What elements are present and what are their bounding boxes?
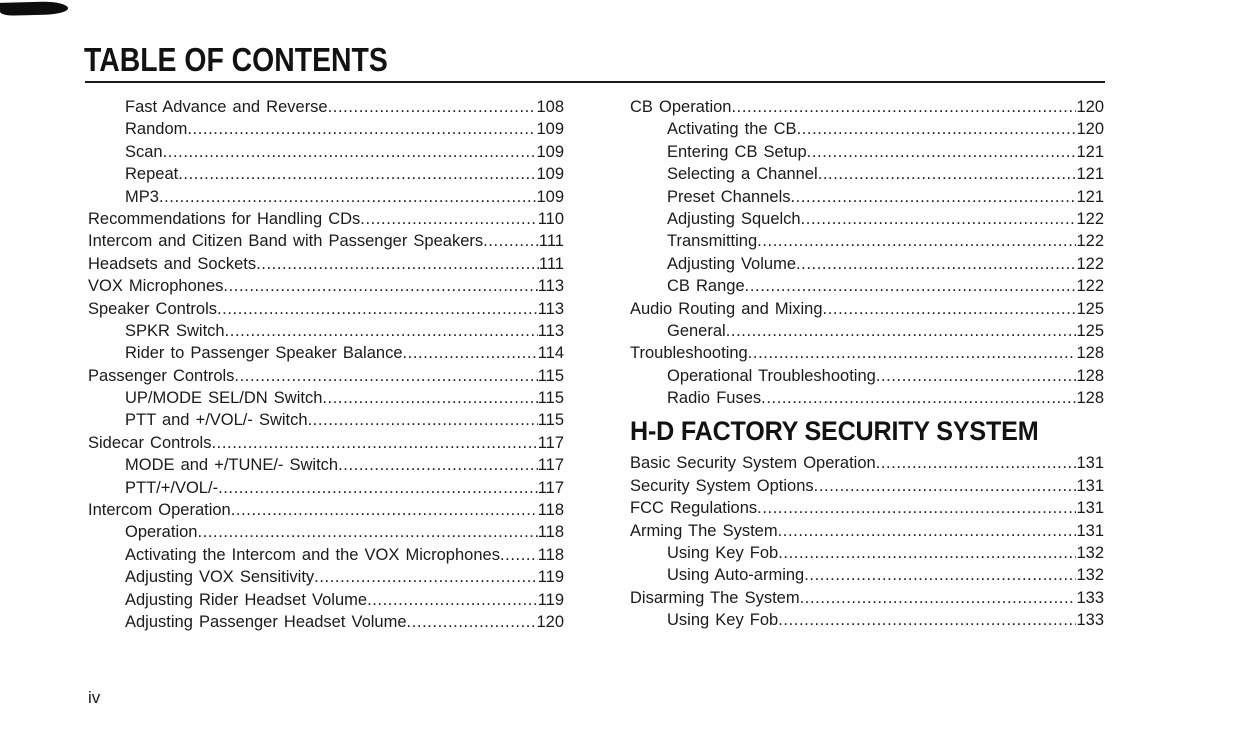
toc-entry-title: FCC Regulations — [630, 499, 758, 518]
toc-entry-title: Using Key Fob — [667, 544, 779, 563]
toc-entry-title: Headsets and Sockets — [88, 254, 257, 273]
dot-leader — [256, 253, 539, 275]
toc-entry-title: Radio Fuses — [667, 389, 762, 408]
dot-leader — [823, 298, 1077, 320]
toc-entry-title: Basic Security System Operation — [630, 454, 876, 473]
toc-entry — [88, 298, 564, 320]
toc-entry-page: 119 — [537, 590, 564, 609]
toc-entry — [630, 564, 1104, 586]
page-title: TABLE OF CONTENTS — [84, 41, 388, 78]
toc-entry-page: 128 — [1076, 366, 1104, 385]
toc-entry — [88, 141, 564, 163]
toc-entry — [630, 163, 1104, 185]
dot-leader — [403, 342, 538, 364]
dot-leader — [796, 253, 1076, 275]
toc-entry — [88, 589, 564, 611]
toc-entry-title: Entering CB Setup — [667, 142, 807, 161]
dot-leader — [807, 141, 1077, 163]
toc-entry — [630, 497, 1104, 519]
toc-entry — [88, 365, 564, 387]
toc-entry-page: 122 — [1076, 232, 1104, 251]
dot-leader — [757, 497, 1076, 519]
dot-leader — [778, 542, 1076, 564]
toc-entry-page: 109 — [536, 120, 564, 139]
toc-entry-page: 122 — [1076, 277, 1104, 296]
toc-entry — [88, 96, 564, 118]
toc-entry-page: 108 — [536, 98, 564, 116]
toc-entry — [88, 320, 564, 342]
dot-leader — [163, 141, 537, 163]
toc-entry-title: Intercom Operation — [88, 501, 231, 520]
dot-leader — [234, 365, 537, 387]
toc-entry — [88, 499, 564, 521]
toc-entry-title: Adjusting VOX Sensitivity — [125, 568, 315, 587]
dot-leader — [797, 118, 1077, 140]
toc-entry — [88, 611, 564, 633]
dot-leader — [876, 452, 1077, 474]
toc-entry-page: 117 — [537, 433, 564, 452]
dot-leader — [818, 163, 1077, 185]
toc-entry-page: 119 — [537, 568, 564, 587]
toc-entry-page: 109 — [536, 165, 564, 184]
dot-leader — [761, 387, 1076, 409]
toc-entry-title: CB Operation — [630, 98, 732, 116]
toc-entry-page: 115 — [537, 389, 564, 408]
toc-entry — [88, 275, 564, 297]
toc-entry — [88, 118, 564, 140]
toc-entry — [88, 521, 564, 543]
toc-entry — [630, 520, 1104, 542]
toc-entry — [630, 298, 1104, 320]
toc-entry-page: 109 — [536, 142, 564, 161]
toc-entry-page: 115 — [537, 366, 564, 385]
dot-leader — [211, 432, 537, 454]
dot-leader — [187, 118, 536, 140]
toc-entry-page: 131 — [1076, 499, 1104, 518]
toc-entry — [88, 387, 564, 409]
toc-entry-title: MODE and +/TUNE/- Switch — [125, 456, 339, 475]
dot-leader — [223, 275, 537, 297]
page-number: iv — [88, 688, 101, 707]
toc-entry-page: 122 — [1076, 209, 1104, 228]
toc-entry-title: Random — [125, 120, 188, 139]
dot-leader — [483, 230, 539, 252]
dot-leader — [500, 544, 538, 566]
toc-column-right — [630, 96, 1104, 632]
toc-entry-title: Transmitting — [667, 232, 758, 251]
toc-entry — [88, 342, 564, 364]
toc-entry-title: Adjusting Rider Headset Volume — [125, 590, 368, 609]
toc-entry-page: 109 — [536, 187, 564, 206]
toc-entry-page: 114 — [537, 344, 564, 363]
dot-leader — [367, 589, 538, 611]
toc-entry-page: 133 — [1076, 588, 1104, 607]
toc-entry-title: Disarming The System — [630, 588, 800, 607]
dot-leader — [178, 163, 536, 185]
dot-leader — [876, 365, 1077, 387]
dot-leader — [308, 409, 538, 431]
toc-entry-title: Intercom and Citizen Band with Passenger Speakers — [88, 232, 484, 251]
toc-entry — [88, 544, 564, 566]
toc-entry — [88, 432, 564, 454]
dot-leader — [791, 186, 1077, 208]
dot-leader — [804, 564, 1076, 586]
toc-entry — [88, 477, 564, 499]
toc-entry-page: 131 — [1076, 521, 1104, 540]
toc-entry-title: PTT/+/VOL/- — [125, 478, 219, 497]
toc-entry-page: 121 — [1076, 142, 1104, 161]
toc-entry-page: 121 — [1076, 165, 1104, 184]
toc-entry-page: 125 — [1076, 321, 1104, 340]
toc-entry-page: 118 — [537, 523, 564, 542]
toc-entry-page: 120 — [536, 612, 564, 631]
toc-entry-page: 122 — [1076, 254, 1104, 273]
toc-entry-page: 132 — [1076, 566, 1104, 585]
dot-leader — [731, 96, 1076, 118]
toc-entry-title: UP/MODE SEL/DN Switch — [125, 389, 323, 408]
toc-entry-title: Using Key Fob — [667, 611, 779, 630]
toc-entry-title: SPKR Switch — [125, 321, 225, 340]
toc-entry-title: Rider to Passenger Speaker Balance — [125, 344, 403, 363]
dot-leader — [338, 454, 538, 476]
toc-entry-page: 131 — [1076, 454, 1104, 473]
toc-entry-page: 133 — [1076, 611, 1104, 630]
toc-entry-page: 120 — [1076, 120, 1104, 139]
toc-entry — [630, 320, 1104, 342]
toc-entry — [630, 118, 1104, 140]
toc-entry — [630, 230, 1104, 252]
toc-entry-page: 113 — [537, 277, 564, 296]
toc-entry-title: Speaker Controls — [88, 299, 217, 318]
dot-leader — [197, 521, 537, 543]
toc-entry — [630, 141, 1104, 163]
toc-entry — [88, 163, 564, 185]
dot-leader — [217, 298, 538, 320]
dot-leader — [814, 475, 1077, 497]
toc-entry — [88, 208, 564, 230]
toc-entry — [88, 253, 564, 275]
toc-entry — [630, 96, 1104, 118]
toc-entry — [88, 566, 564, 588]
dot-leader — [225, 320, 538, 342]
title-rule — [85, 81, 1105, 83]
toc-entry-title: Preset Channels — [667, 187, 791, 206]
dot-leader — [801, 208, 1077, 230]
toc-entry-page: 118 — [537, 545, 564, 564]
toc-entry-title: Operational Troubleshooting — [667, 366, 876, 385]
toc-entry-page: 121 — [1076, 187, 1104, 206]
toc-column-left — [88, 96, 564, 633]
toc-entry — [630, 275, 1104, 297]
toc-entry — [630, 542, 1104, 564]
toc-entry-page: 113 — [537, 299, 564, 318]
toc-entry-title: Arming The System — [630, 521, 778, 540]
toc-entry-title: Using Auto-arming — [667, 566, 805, 585]
toc-entry — [88, 230, 564, 252]
toc-entry-title: Passenger Controls — [88, 366, 235, 385]
toc-entry-title: Adjusting Passenger Headset Volume — [125, 612, 407, 631]
toc-entry-title: Fast Advance and Reverse — [125, 98, 328, 116]
dot-leader — [800, 587, 1077, 609]
toc-entry-title: General — [667, 321, 726, 340]
toc-entry-page: 117 — [537, 478, 564, 497]
toc-entry-page: 111 — [538, 232, 564, 251]
scan-artifact-mark — [0, 1, 68, 16]
toc-entry-page: 132 — [1076, 544, 1104, 563]
toc-entry — [630, 452, 1104, 474]
toc-entry — [630, 609, 1104, 631]
toc-entry-title: Activating the CB — [667, 120, 797, 139]
dot-leader — [748, 342, 1077, 364]
toc-entry-title: Repeat — [125, 165, 179, 184]
dot-leader — [778, 609, 1076, 631]
toc-entry-title: Operation — [125, 523, 198, 542]
dot-leader — [218, 477, 538, 499]
toc-entry-page: 128 — [1076, 344, 1104, 363]
toc-entry — [630, 186, 1104, 208]
dot-leader — [757, 230, 1076, 252]
toc-entry — [88, 454, 564, 476]
toc-entry-page: 118 — [537, 501, 564, 520]
toc-entry-title: Activating the Intercom and the VOX Microphones — [125, 545, 500, 564]
section-heading: H-D FACTORY SECURITY SYSTEM — [630, 416, 1039, 447]
dot-leader — [159, 186, 537, 208]
toc-entry-title: Scan — [125, 142, 163, 161]
dot-leader — [231, 499, 538, 521]
toc-entry-title: MP3 — [125, 187, 159, 206]
toc-entry-title: Adjusting Squelch — [667, 209, 801, 228]
toc-entry-title: Audio Routing and Mixing — [630, 299, 823, 318]
dot-leader — [314, 566, 538, 588]
toc-entry — [630, 365, 1104, 387]
toc-entry-page: 131 — [1076, 476, 1104, 495]
dot-leader — [745, 275, 1077, 297]
toc-entry — [630, 387, 1104, 409]
toc-entry — [630, 342, 1104, 364]
toc-entry-title: Troubleshooting — [630, 344, 748, 363]
toc-entry — [630, 587, 1104, 609]
toc-entry-title: Adjusting Volume — [667, 254, 796, 273]
dot-leader — [328, 96, 537, 118]
toc-entry-title: PTT and +/VOL/- Switch — [125, 411, 308, 430]
toc-entry — [88, 409, 564, 431]
toc-entry-page: 111 — [538, 254, 564, 273]
toc-entry — [630, 253, 1104, 275]
toc-entry-title: Security System Options — [630, 476, 814, 495]
dot-leader — [360, 208, 537, 230]
toc-entry — [88, 186, 564, 208]
toc-entry-title: Sidecar Controls — [88, 433, 212, 452]
dot-leader — [322, 387, 537, 409]
dot-leader — [726, 320, 1077, 342]
dot-leader — [407, 611, 537, 633]
toc-entry-page: 117 — [537, 456, 564, 475]
toc-entry-page: 125 — [1076, 299, 1104, 318]
toc-entry — [630, 475, 1104, 497]
toc-entry-page: 113 — [537, 321, 564, 340]
toc-entry-title: Recommendations for Handling CDs — [88, 209, 361, 228]
toc-entry-page: 128 — [1076, 389, 1104, 408]
toc-entry — [630, 208, 1104, 230]
toc-entry-title: Selecting a Channel — [667, 165, 818, 184]
dot-leader — [778, 520, 1077, 542]
toc-entry-title: CB Range — [667, 277, 745, 296]
toc-entry-title: VOX Microphones — [88, 277, 224, 296]
toc-entry-page: 110 — [537, 209, 564, 228]
toc-entry-page: 115 — [537, 411, 564, 430]
toc-entry-page: 120 — [1076, 98, 1104, 116]
